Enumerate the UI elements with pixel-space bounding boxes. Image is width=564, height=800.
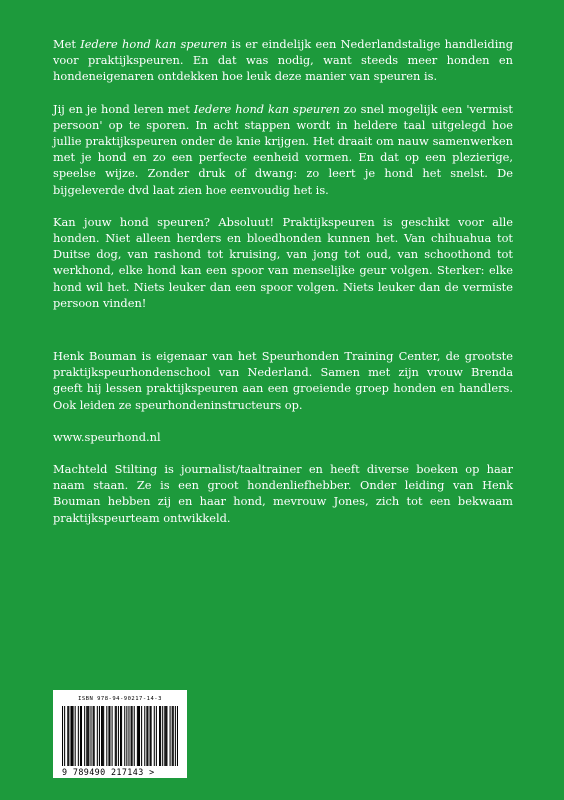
barcode-bar (99, 706, 100, 766)
barcode-bar (81, 706, 82, 766)
back-cover-text (53, 36, 513, 526)
barcode-bar (170, 706, 171, 766)
barcode-box (53, 690, 187, 778)
barcode-bar (154, 706, 155, 766)
author-stilting-bio: Machteld Stilting is journalist/taaltrainer en heeft diverse boeken op haar naam staan. Ze is een groot hondenliefhebber. Onder leiding van Henk Bouman hebben zij en haar hond, mevrouw Jones, zich tot een bekwaam praktijkspeurteam ontwikkeld. (53, 462, 513, 525)
barcode-bar (103, 706, 104, 766)
barcode-bar (70, 706, 71, 766)
any-dog-paragraph: Kan jouw hond speuren? Absoluut! Praktijkspeuren is geschikt voor alle honden. Niet alleen herders en bloedhonden kunnen het. Van chihuahua tot Duitse dog, van rashond tot kruising, van jong tot oud, van schoothond tot werkhond, elke hond kan een spoor van menselijke geur volgen. Sterker: elke hond wil het. Niets leuker dan een spoor volgen. Niets leuker dan de vermiste persoon vinden! (53, 214, 513, 310)
isbn-text: ISBN 978-94-90217-14-3 (78, 696, 162, 702)
book-title: Iedere hond kan speuren (193, 101, 340, 116)
barcode-bar (146, 706, 147, 766)
barcode-bar (156, 706, 157, 766)
barcode-bar (124, 706, 125, 766)
barcode-bar (128, 706, 129, 766)
barcode-bar (109, 706, 110, 766)
barcode-bar (118, 706, 119, 766)
barcode-bar (159, 706, 160, 766)
barcode-bar (162, 706, 163, 766)
barcode-bar (150, 706, 151, 766)
barcode-digits: 9 789490 217143 > (62, 767, 155, 777)
barcode-bar (97, 706, 98, 766)
barcode-bar (88, 706, 89, 766)
barcode-bar (151, 706, 152, 766)
barcode-bar (126, 706, 127, 766)
book-title: Iedere hond kan speuren (80, 37, 228, 51)
method-paragraph: Jij en je hond leren met Iedere hond kan speuren zo snel mogelijk een 'vermist persoon' op te sporen. In acht stappen wordt in heldere taal uitgelegd hoe jullie praktijkspeuren onder de knie krijgen. Het draait om nauw samenwerken met je hond en zo een perfecte eenheid vormen. En dat op een plezierige, speelse wijze. Zonder druk of dwang: zo leert je hond het snelst. De bijgeleverde dvd laat zien hoe eenvoudig het is. (53, 101, 513, 197)
barcode-bar (101, 706, 102, 766)
author-bouman-bio: Henk Bouman is eigenaar van het Speurhonden Training Center, de grootste praktijkspeurhondenschool van Nederland. Samen met zijn vrouw Brenda geeft hij lessen praktijkspeuren aan een groeiende groep honden en handlers. Ook leiden ze speurhondeninstructeurs op. (53, 349, 513, 412)
barcode-bar (165, 706, 166, 766)
barcode-bar (144, 706, 145, 766)
barcode-bar (173, 706, 174, 766)
barcode-bar (132, 706, 133, 766)
barcode-bar (116, 706, 117, 766)
barcode-bar (160, 706, 161, 766)
barcode-bar (134, 706, 135, 766)
barcode-bar (137, 706, 138, 766)
barcode-bar (78, 706, 79, 766)
barcode-bar (71, 706, 72, 766)
barcode-bar (62, 706, 63, 766)
barcode-icon (62, 706, 178, 766)
barcode-bar (64, 706, 65, 766)
intro-paragraph: Met Iedere hond kan speuren is er eindelijk een Nederlandstalige handleiding voor praktijkspeuren. En dat was nodig, want steeds meer honden en hondeneigenaren ontdekken hoe leuk deze manier van speuren is. (53, 37, 513, 84)
barcode-bar (90, 706, 91, 766)
barcode-bar (131, 706, 132, 766)
barcode-bar (87, 706, 88, 766)
barcode-bar (166, 706, 167, 766)
barcode-bar (112, 706, 113, 766)
barcode-bar (80, 706, 81, 766)
barcode-bar (141, 706, 142, 766)
website-link[interactable]: www.speurhond.nl (53, 429, 161, 444)
barcode-bar (164, 706, 165, 766)
barcode-bar (94, 706, 95, 766)
barcode-bar (86, 706, 87, 766)
barcode-bar (172, 706, 173, 766)
barcode-bar (67, 706, 68, 766)
barcode-bar (138, 706, 139, 766)
barcode-bar (93, 706, 94, 766)
barcode-bar (177, 706, 178, 766)
barcode-bar (102, 706, 103, 766)
barcode-bar (139, 706, 140, 766)
barcode-bar (175, 706, 176, 766)
barcode-bar (147, 706, 148, 766)
barcode-bar (106, 706, 107, 766)
barcode-bar (84, 706, 85, 766)
barcode-bar (120, 706, 121, 766)
barcode-bar (108, 706, 109, 766)
barcode-bar (121, 706, 122, 766)
barcode-bar (115, 706, 116, 766)
barcode-bar (68, 706, 69, 766)
barcode-bar (75, 706, 76, 766)
barcode-bar (73, 706, 74, 766)
